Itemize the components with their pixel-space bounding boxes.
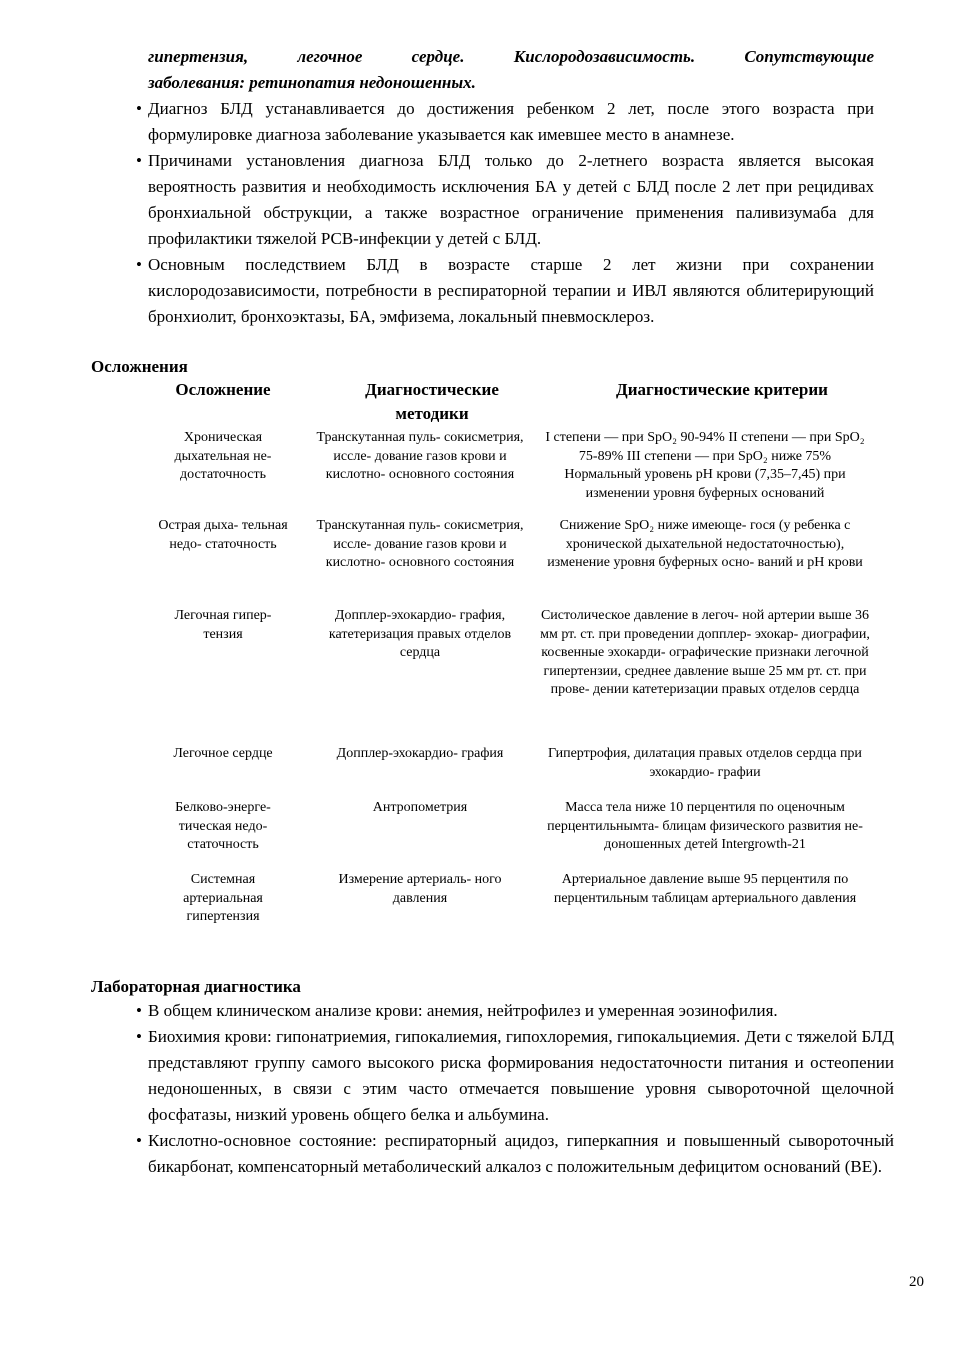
- intro-line-2: заболевания: ретинопатия недоношенных.: [148, 73, 476, 92]
- list-item: • Биохимия крови: гипонатриемия, гипокалиемия, гипохлоремия, гипокальциемия. Дети с тяжелой БЛД представляют группу самого высокого риска формирования недостаточности питания и остеопении недоношенных, в связи с этим часто отмечается повышение уровня сывороточной щелочной фосфатазы, низкий уровень общего белка и альбумина.: [148, 1024, 894, 1128]
- table-cell: Транскутанная пуль- сокисметрия, иссле- дование газов крови и кислотно- основного состояния: [316, 430, 524, 482]
- bullet-icon: •: [136, 99, 142, 118]
- column-header-criteria: Диагностические критерии: [616, 380, 828, 399]
- list-item: • Кислотно-основное состояние: респираторный ацидоз, гиперкапния и повышенный сывороточный бикарбонат, компенсаторный метаболический алкалоз с положительным дефицитом оснований (ВЕ).: [148, 1128, 894, 1180]
- bullet-icon: •: [136, 151, 142, 170]
- table-cell: Системная артериальная гипертензия: [183, 872, 263, 924]
- table-row: [148, 871, 874, 931]
- table-cell: Измерение артериаль- ного давления: [338, 872, 502, 906]
- complications-table: [148, 378, 874, 931]
- lab-diagnostics-heading: Лабораторная диагностика: [91, 977, 301, 996]
- table-row: [148, 607, 874, 745]
- table-cell: Снижение SpO₂ ниже имеюще- гося (у ребенка с хронической дыхательной недостаточностью), изменение уровня буферных осно- ваний и рН крови: [547, 518, 863, 570]
- table-cell: Масса тела ниже 10 перцентиля по оценочным перцентильнымта- блицам физического развития не- доношенных детей Intergrowth-21: [547, 800, 863, 852]
- table-cell: Гипертрофия, дилатация правых отделов сердца при эхокардио- графии: [548, 746, 862, 780]
- table-cell: Систолическое давление в легоч- ной артерии выше 36 мм рт. ст. при проведении допплер- эхокар- диографии, косвенные эхокарди- ографические признаки легочной гипертензии, среднее давление выше 25 мм рт. ст. при прове- дении катетеризации правых отделов сердца: [540, 608, 870, 697]
- table-cell: Хроническая дыхательная не- достаточность: [174, 430, 272, 482]
- bullet-icon: •: [136, 1001, 142, 1020]
- table-header-row: [148, 378, 874, 426]
- table-row: [148, 799, 874, 871]
- bullet-icon: •: [136, 1131, 142, 1150]
- bullet-icon: •: [136, 1027, 142, 1046]
- list-item: • В общем клиническом анализе крови: анемия, нейтрофилез и умеренная эозинофилия.: [148, 998, 894, 1024]
- table-row: [148, 745, 874, 799]
- table-cell: Острая дыха- тельная недо- статочность: [158, 518, 288, 552]
- list-item: • Причинами установления диагноза БЛД только до 2-летнего возраста является высокая вероятность развития и необходимость исключения БА у детей с БЛД после 2 лет при рецидивах бронхиальной обструкции, а также возрастное ограничение применения паливизумаба для профилактики тяжелой РСВ-инфекции у детей с БЛД.: [148, 148, 874, 252]
- page-number: 20: [909, 1274, 924, 1290]
- top-bullet-list: [136, 96, 874, 330]
- table-cell: Легочное сердце: [173, 746, 273, 761]
- column-header-methods: Диагностические методики: [365, 380, 499, 423]
- table-cell: Белково-энерге- тическая недо- статочность: [175, 800, 271, 852]
- table-cell: Допплер-эхокардио- графия: [336, 746, 504, 761]
- table-cell: Антропометрия: [372, 800, 468, 815]
- column-header-complication: Осложнение: [175, 380, 271, 399]
- table-cell: Допплер-эхокардио- графия, катетеризация правых отделов сердца: [328, 608, 512, 660]
- table-cell: Легочная гипер- тензия: [174, 608, 272, 642]
- bullet-icon: •: [136, 255, 142, 274]
- table-row: [148, 517, 874, 607]
- complications-heading: Осложнения: [91, 357, 188, 376]
- intro-line-1: гипертензия, легочное сердце. Кислородозависимость. Сопутствующие: [148, 47, 874, 66]
- intro-italic-text: [148, 44, 874, 96]
- list-item: • Основным последствием БЛД в возрасте старше 2 лет жизни при сохранении кислородозависимости, потребности в респираторной терапии и ИВЛ являются облитерирующий бронхиолит, бронхоэктазы, БА, эмфизема, локальный пневмосклероз.: [148, 252, 874, 330]
- table-cell: I степени — при SpO₂ 90-94% II степени — при SpO₂ 75-89% III степени — при SpO₂ ниже 75% Нормальный уровень рН крови (7,35–7,45) при изменении уровня буферных оснований: [545, 430, 865, 501]
- list-item: • Диагноз БЛД устанавливается до достижения ребенком 2 лет, после этого возраста при формулировке диагноза заболевание указывается как имевшее место в анамнезе.: [148, 96, 874, 148]
- table-cell: Транскутанная пуль- сокисметрия, иссле- дование газов крови и кислотно- основного состояния: [316, 518, 524, 570]
- table-row: [148, 426, 874, 517]
- lab-bullet-list: [136, 998, 894, 1180]
- table-cell: Артериальное давление выше 95 перцентиля по перцентильным таблицам артериального давления: [553, 872, 857, 906]
